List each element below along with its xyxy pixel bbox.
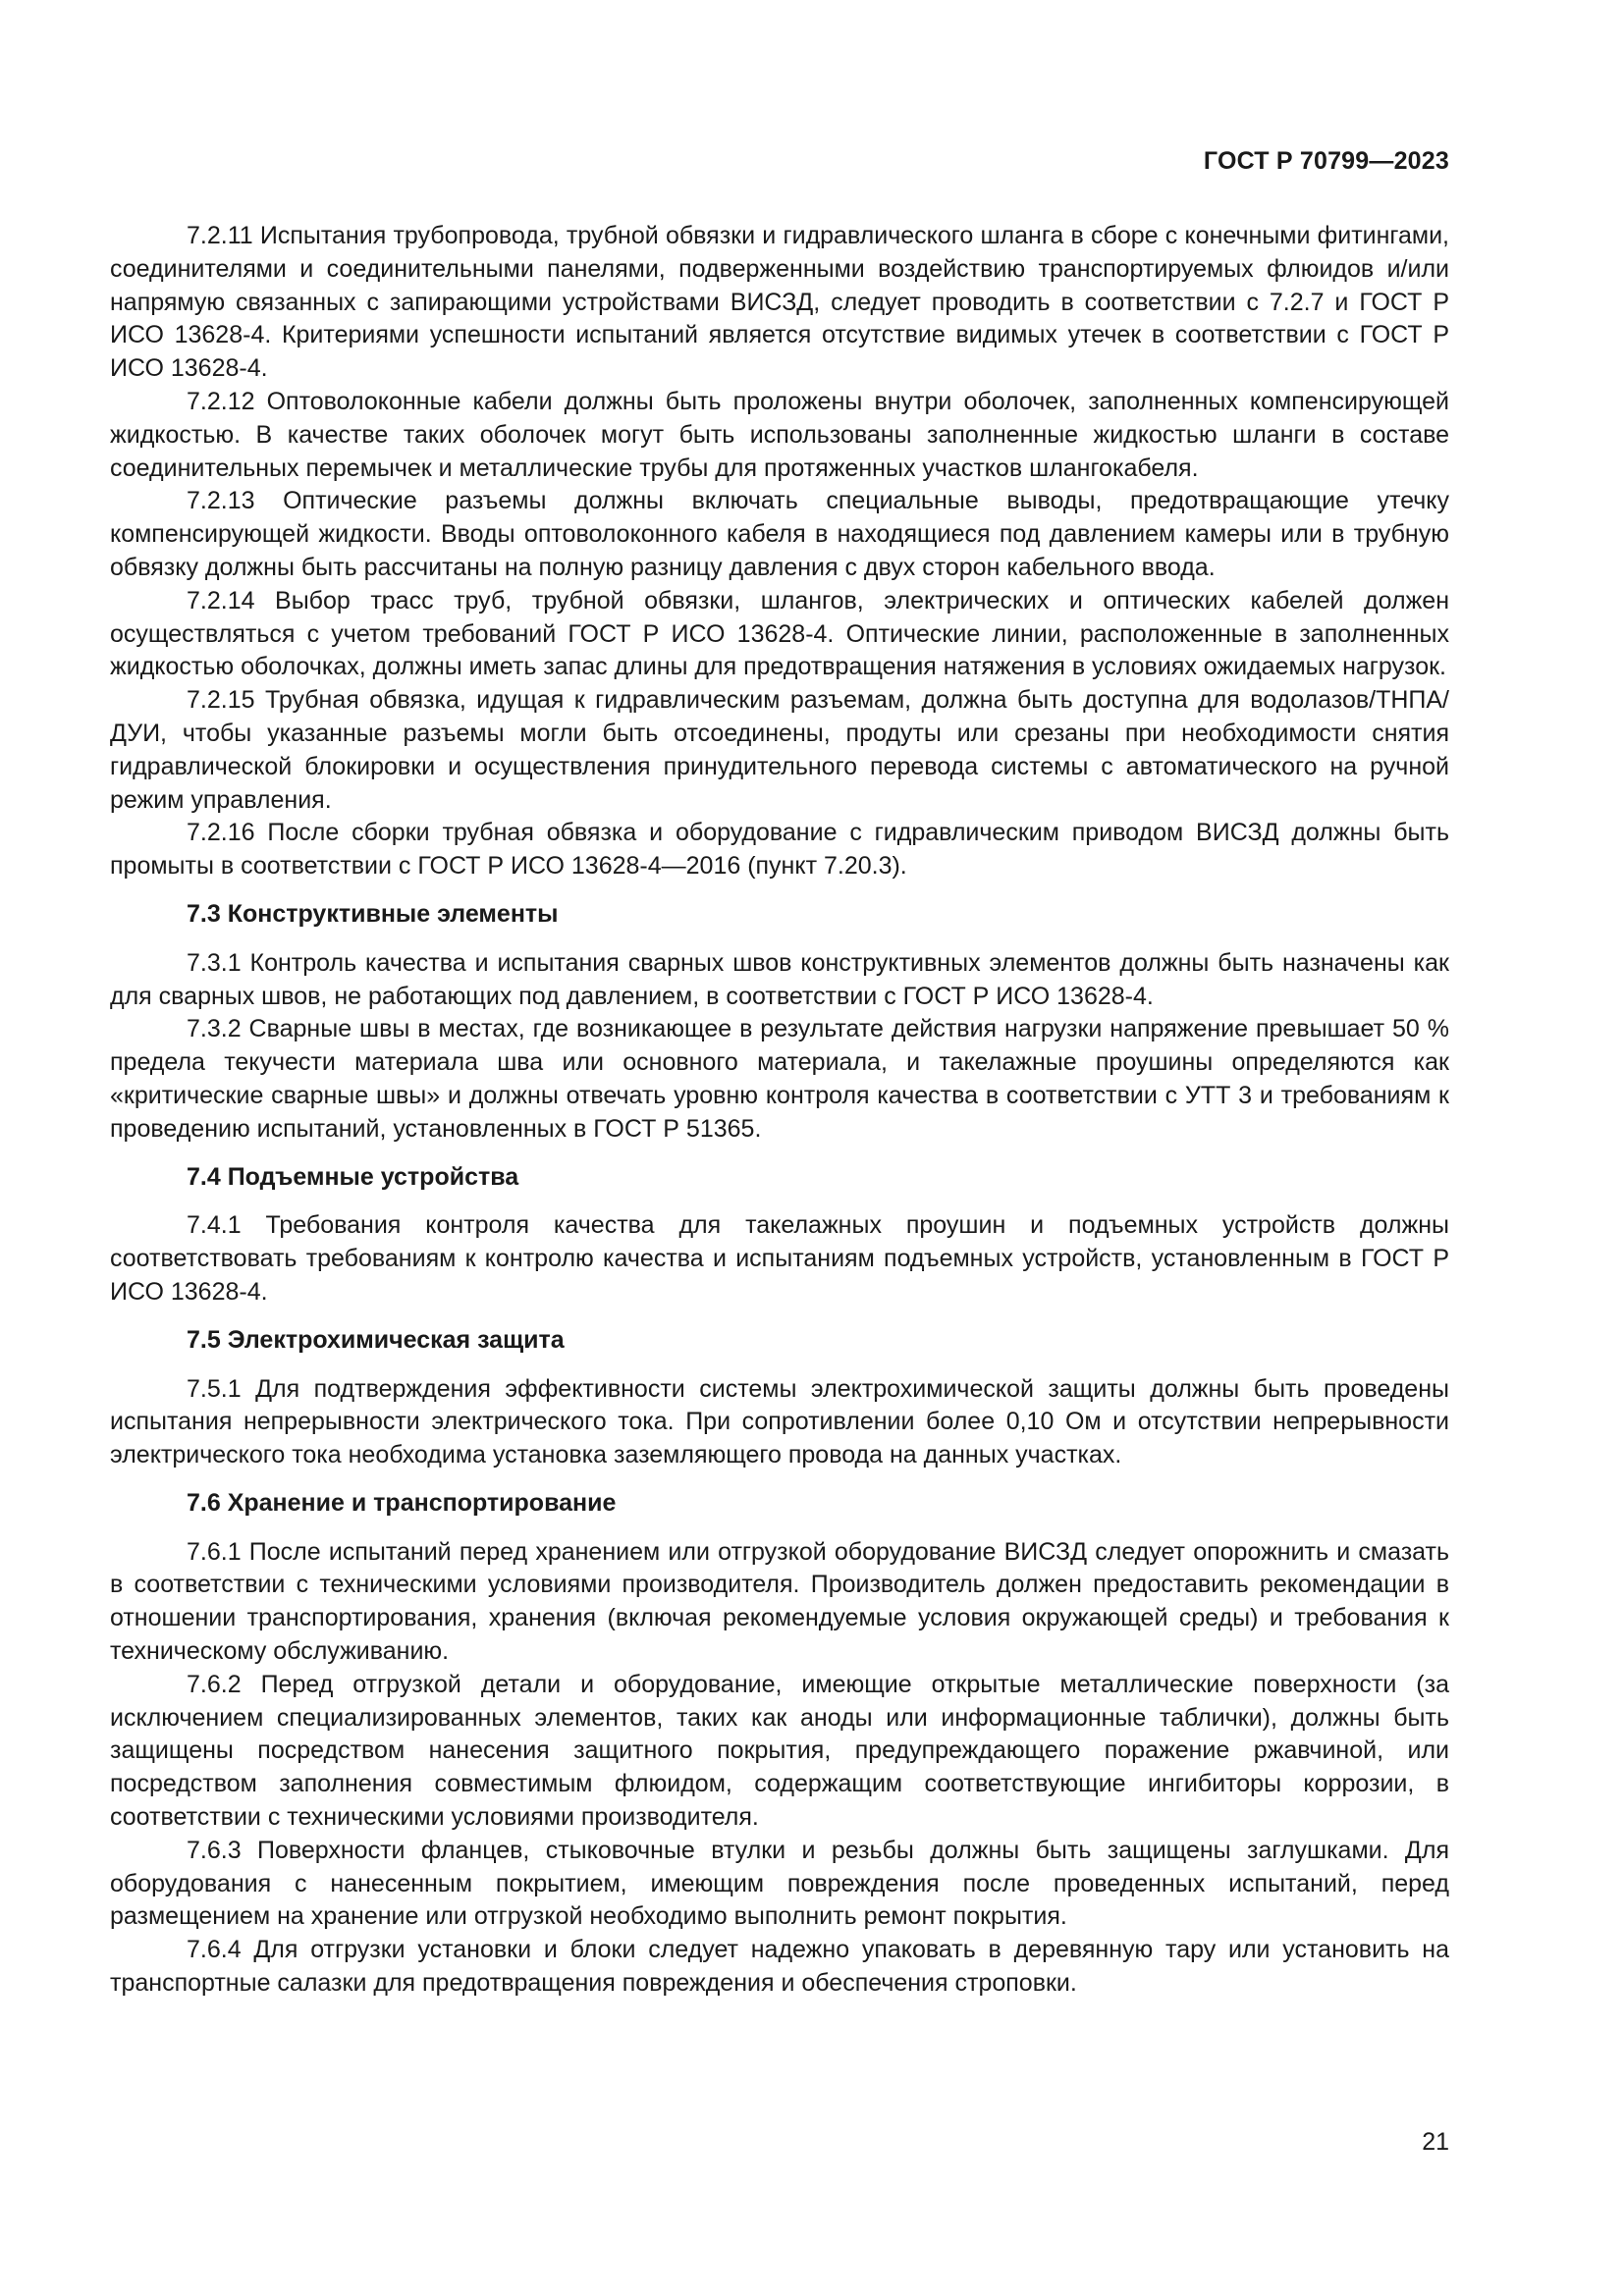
paragraph-7-2-14: 7.2.14 Выбор трасс труб, трубной обвязки, шлангов, электрических и оптических кабелей должен осуществляться с учетом требований ГОСТ Р ИСО 13628-4. Оптические линии, расположенные в заполненных жидкостью оболочках, должны иметь запас длины для предотвращения натяжения в условиях ожидаемых нагрузок.: [110, 586, 1449, 681]
paragraph-7-6-1: 7.6.1 После испытаний перед хранением или отгрузкой оборудование ВИСЗД следует опорожнить и смазать в соответствии с техническими условиями производителя. Производитель должен предоставить рекомендации в отношении транспортирования, хранения (включая рекомендуемые условия окружающей среды) и требования к техническому обслуживанию.: [110, 1537, 1449, 1666]
document-body: [110, 220, 1449, 2001]
paragraph-7-6-2: 7.6.2 Перед отгрузкой детали и оборудование, имеющие открытые металлические поверхности (за исключением специализированных элементов, таких как аноды или информационные таблички), должны быть защищены посредством нанесения защитного покрытия, предупреждающего поражение ржавчиной, или посредством заполнения совместимым флюидом, содержащим соответствующие ингибиторы коррозии, в соответствии с техническими условиями производителя.: [110, 1670, 1449, 1832]
paragraph-7-2-12: 7.2.12 Оптоволоконные кабели должны быть проложены внутри оболочек, заполненных компенсирующей жидкостью. В качестве таких оболочек могут быть использованы заполненные жидкостью шланги в составе соединительных перемычек и металлические трубы для протяженных участков шлангокабеля.: [110, 387, 1449, 482]
paragraph-7-3-1: 7.3.1 Контроль качества и испытания сварных швов конструктивных элементов должны быть назначены как для сварных швов, не работающих под давлением, в соответствии с ГОСТ Р ИСО 13628-4.: [110, 948, 1449, 1010]
paragraph-7-2-13: 7.2.13 Оптические разъемы должны включать специальные выводы, предотвращающие утечку компенсирующей жидкости. Вводы оптоволоконного кабеля в находящиеся под давлением камеры или в трубную обвязку должны быть рассчитаны на полную разницу давления с двух сторон кабельного ввода.: [110, 487, 1449, 581]
section-heading-7-4: 7.4 Подъемные устройства: [187, 1162, 519, 1191]
paragraph-7-6-4: 7.6.4 Для отгрузки установки и блоки следует надежно упаковать в деревянную тару или установить на транспортные салазки для предотвращения повреждения и обеспечения строповки.: [110, 1936, 1449, 1998]
paragraph-7-4-1: 7.4.1 Требования контроля качества для такелажных проушин и подъемных устройств должны соответствовать требованиям к контролю качества и испытаниям подъемных устройств, установленным в ГОСТ Р ИСО 13628-4.: [110, 1211, 1449, 1306]
paragraph-7-2-15: 7.2.15 Трубная обвязка, идущая к гидравлическим разъемам, должна быть доступна для водолазов/ТНПА/ДУИ, чтобы указанные разъемы могли быть отсоединены, продуты или срезаны при необходимости снятия гидравлической блокировки и осуществления принудительного перевода системы с автоматического на ручной режим управления.: [110, 686, 1449, 814]
section-heading-7-5: 7.5 Электрохимическая защита: [187, 1325, 565, 1354]
section-heading-7-6: 7.6 Хранение и транспортирование: [187, 1488, 617, 1517]
paragraph-7-2-16: 7.2.16 После сборки трубная обвязка и оборудование с гидравлическим приводом ВИСЗД должны быть промыты в соответствии с ГОСТ Р ИСО 13628-4—2016 (пункт 7.20.3).: [110, 819, 1449, 881]
section-heading-7-3: 7.3 Конструктивные элементы: [187, 899, 559, 928]
page-number: 21: [1422, 2128, 1449, 2156]
document-code: ГОСТ Р 70799—2023: [1203, 147, 1449, 175]
paragraph-7-3-2: 7.3.2 Сварные швы в местах, где возникающее в результате действия нагрузки напряжение превышает 50 % предела текучести материала шва или основного материала, и такелажные проушины определяются как «критические сварные швы» и должны отвечать уровню контроля качества в соответствии с УТТ 3 и требованиям к проведению испытаний, установленных в ГОСТ Р 51365.: [110, 1015, 1449, 1143]
paragraph-7-6-3: 7.6.3 Поверхности фланцев, стыковочные втулки и резьбы должны быть защищены заглушками. Для оборудования с нанесенным покрытием, имеющим повреждения после проведенных испытаний, перед размещением на хранение или отгрузкой необходимо выполнить ремонт покрытия.: [110, 1836, 1449, 1931]
paragraph-7-2-11: 7.2.11 Испытания трубопровода, трубной обвязки и гидравлического шланга в сборе с конечными фитингами, соединителями и соединительными панелями, подверженными воздействию транспортируемых флюидов и/или напрямую связанных с запирающими устройствами ВИСЗД, следует проводить в соответствии с 7.2.7 и ГОСТ Р ИСО 13628-4. Критериями успешности испытаний является отсутствие видимых утечек в соответствии с ГОСТ Р ИСО 13628-4.: [110, 222, 1449, 383]
paragraph-7-5-1: 7.5.1 Для подтверждения эффективности системы электрохимической защиты должны быть проведены испытания непрерывности электрического тока. При сопротивлении более 0,10 Ом и отсутствии непрерывности электрического тока необходима установка заземляющего провода на данных участках.: [110, 1374, 1449, 1469]
